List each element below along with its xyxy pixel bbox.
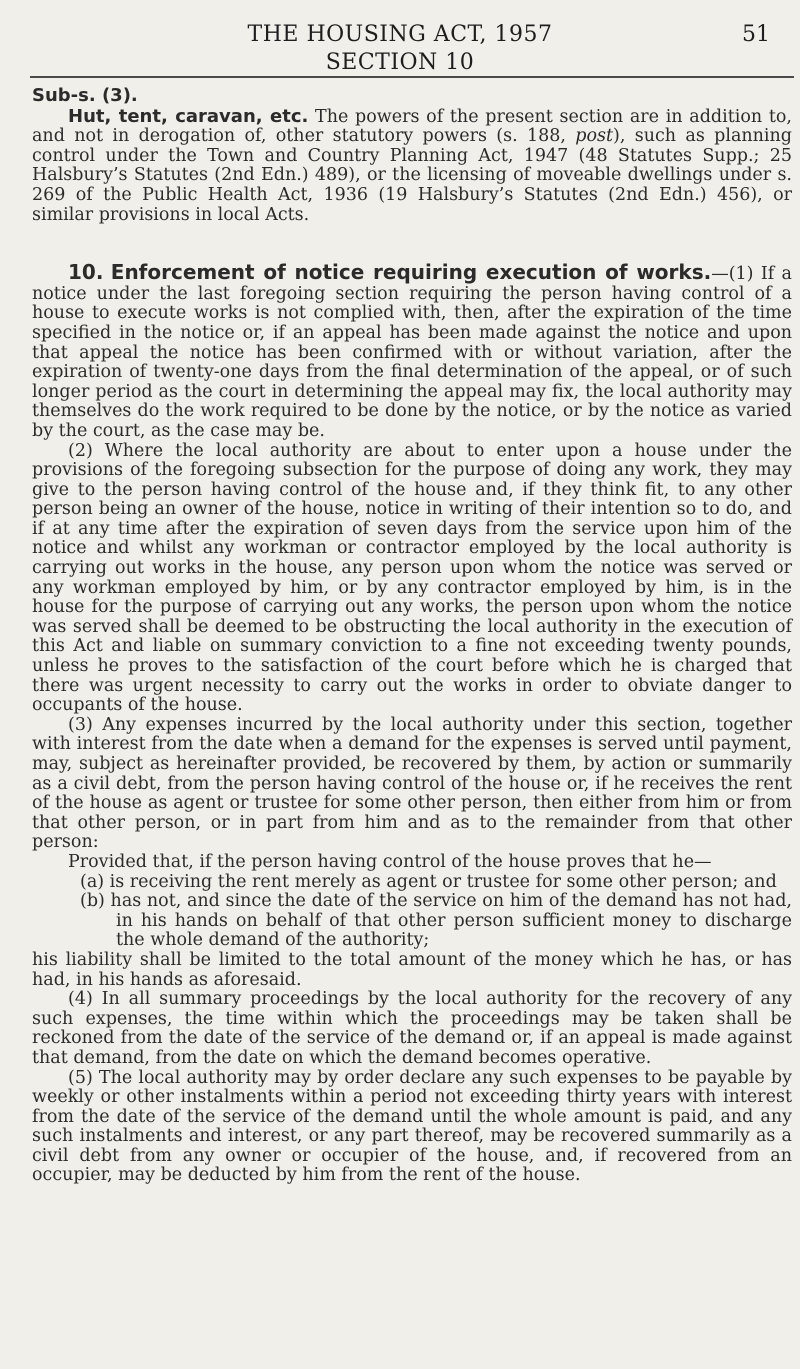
subsection-1: 10. Enforcement of notice requiring execution of works.—(1) If a notice under the last foregoing section requiring the person having control of a house to execute works is not complied with, then, after the expiration of the time specified in the notice or, if an appeal has been made against the notice and upon that appeal the notice has been confirmed with or without variation, after the expiration of twenty-one days from the final determination of the appeal, or of such longer period as the court in determining the appeal may fix, the local authority may themselves do the work required to be done by the notice, or by the notice as varied by the court, as the case may be. xyxy=(32,260,792,441)
subsection-5: (5) The local authority may by order declare any such expenses to be payable by weekly or other instalments within a period not exceeding thirty years with interest from the date of the service of the demand until the whole amount is paid, and any such instalments and interest, or any part thereof, may be recovered summarily as a civil debt from any owner or occupier of the house, and, if recovered from an occupier, may be deducted by him from the rent of the house. xyxy=(32,1067,792,1186)
proviso-item-a: (a) is receiving the rent merely as agent or trustee for some other person; and xyxy=(80,871,777,892)
note-subsection: Sub-s. (3). xyxy=(32,85,138,106)
subsection-3: (3) Any expenses incurred by the local authority under this section, together with interest from the date when a demand for the expenses is served until payment, may, subject as hereinafter provided, be recovered by them, by action or summarily as a civil debt, from the person having control of the house or, if he receives the rent of the house as agent or trustee for some other person, then either from him or from that other person, or in part from him and as to the remainder from that other person: xyxy=(32,714,792,853)
liability-clause: his liability shall be limited to the total amount of the money which he has, or has had, in his hands as aforesaid. xyxy=(32,949,792,990)
note-paragraph: Hut, tent, caravan, etc. The powers of the present section are in addition to, and not in derogation of, other statutory powers (s. 188, post), such as planning control under the Town and Country Planning Act, 1947 (48 Statutes Supp.; 25 Halsbury’s Statutes (2nd Edn.) 489), or the licensing of moveable dwellings under s. 269 of the Public Health Act, 1936 (19 Halsbury’s Statutes (2nd Edn.) 456), or similar provisions in local Acts. xyxy=(32,105,792,225)
section-label: SECTION 10 xyxy=(325,50,475,75)
page-body xyxy=(32,86,792,1186)
proviso: Provided that, if the person having control of the house proves that he— xyxy=(68,851,712,872)
proviso-item-b: (b) has not, and since the date of the service on him of the demand has not had, in his hands on behalf of that other person sufficient money to discharge the whole demand of the authority; xyxy=(80,891,792,951)
page-number: 51 xyxy=(742,22,770,47)
subsection-2: (2) Where the local authority are about to enter upon a house under the provisions of the foregoing subsection for the purpose of doing any work, they may give to the person having control of the house and, if they think fit, to any other person being an owner of the house, notice in writing of their intention so to do, and if at any time after the expiration of seven days from the service upon him of the notice and whilst any workman or contractor employed by the local authority is carrying out works in the house, any person upon whom the notice was served or any workman employed by him, or by any contractor employed by him, is in the house for the purpose of carrying out any works, the person upon whom the notice was served shall be deemed to be obstructing the local authority in the execution of this Act and liable on summary conviction to a fine not exceeding twenty pounds, unless he proves to the satisfaction of the court before which he is charged that there was urgent necessity to carry out the works in order to obviate danger to occupants of the house. xyxy=(32,440,792,716)
section-title: Enforcement of notice requiring execution of works. xyxy=(110,260,712,285)
section-number: 10. xyxy=(68,260,104,285)
note-heading: Hut, tent, caravan, etc. xyxy=(68,105,309,127)
subsection-4: (4) In all summary proceedings by the local authority for the recovery of any such expenses, the time within which the proceedings may be taken shall be reckoned from the date of the service of the demand or, if an appeal is made against that demand, from the date on which the demand becomes operative. xyxy=(32,989,792,1068)
section-gap xyxy=(32,225,792,263)
running-title: THE HOUSING ACT, 1957 xyxy=(247,22,553,47)
header-rule xyxy=(30,76,794,78)
